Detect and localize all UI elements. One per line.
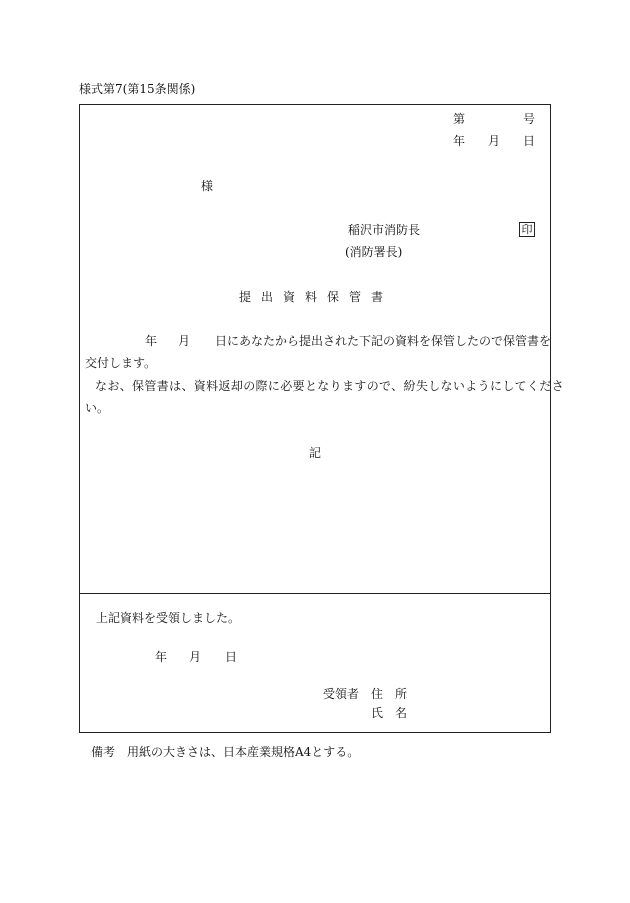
- form-label: 様式第7(第15条関係): [79, 82, 196, 96]
- receipt-text: 上記資料を受領しました。: [96, 611, 241, 625]
- note-line2: い。: [85, 401, 110, 415]
- recipient-honorific: 様: [201, 179, 214, 193]
- document-title: 提出資料保管書: [239, 290, 394, 304]
- name-label: 氏 名: [371, 706, 408, 720]
- address-label: 住 所: [371, 687, 408, 701]
- issuer-subtitle: (消防署長): [345, 245, 403, 259]
- footnote: 備考 用紙の大きさは、日本産業規格A4とする。: [91, 745, 360, 759]
- header-date-day: 日: [523, 134, 536, 148]
- body-date-month: 月: [178, 334, 191, 348]
- header-date-month: 月: [488, 134, 501, 148]
- ki-label: 記: [309, 446, 322, 460]
- issuer-title: 稲沢市消防長: [348, 223, 421, 237]
- note-line1: なお、保管書は、資料返却の際に必要となりますので、紛失しないようにしてくださ: [95, 379, 565, 393]
- receipt-date-day: 日: [225, 650, 238, 664]
- receiver-label: 受領者: [323, 687, 360, 701]
- body-line2: 交付します。: [85, 356, 157, 370]
- number-suffix: 号: [523, 112, 536, 126]
- receipt-divider: [79, 593, 551, 594]
- form-border: [79, 104, 551, 733]
- header-date-year: 年: [453, 134, 466, 148]
- body-date-year: 年: [145, 334, 158, 348]
- receipt-date-year: 年: [155, 650, 168, 664]
- body-line1-rest: 日にあなたから提出された下記の資料を保管したので保管書を: [215, 334, 552, 348]
- receipt-date-month: 月: [189, 650, 202, 664]
- seal-mark: 印: [519, 222, 535, 237]
- number-prefix: 第: [453, 112, 466, 126]
